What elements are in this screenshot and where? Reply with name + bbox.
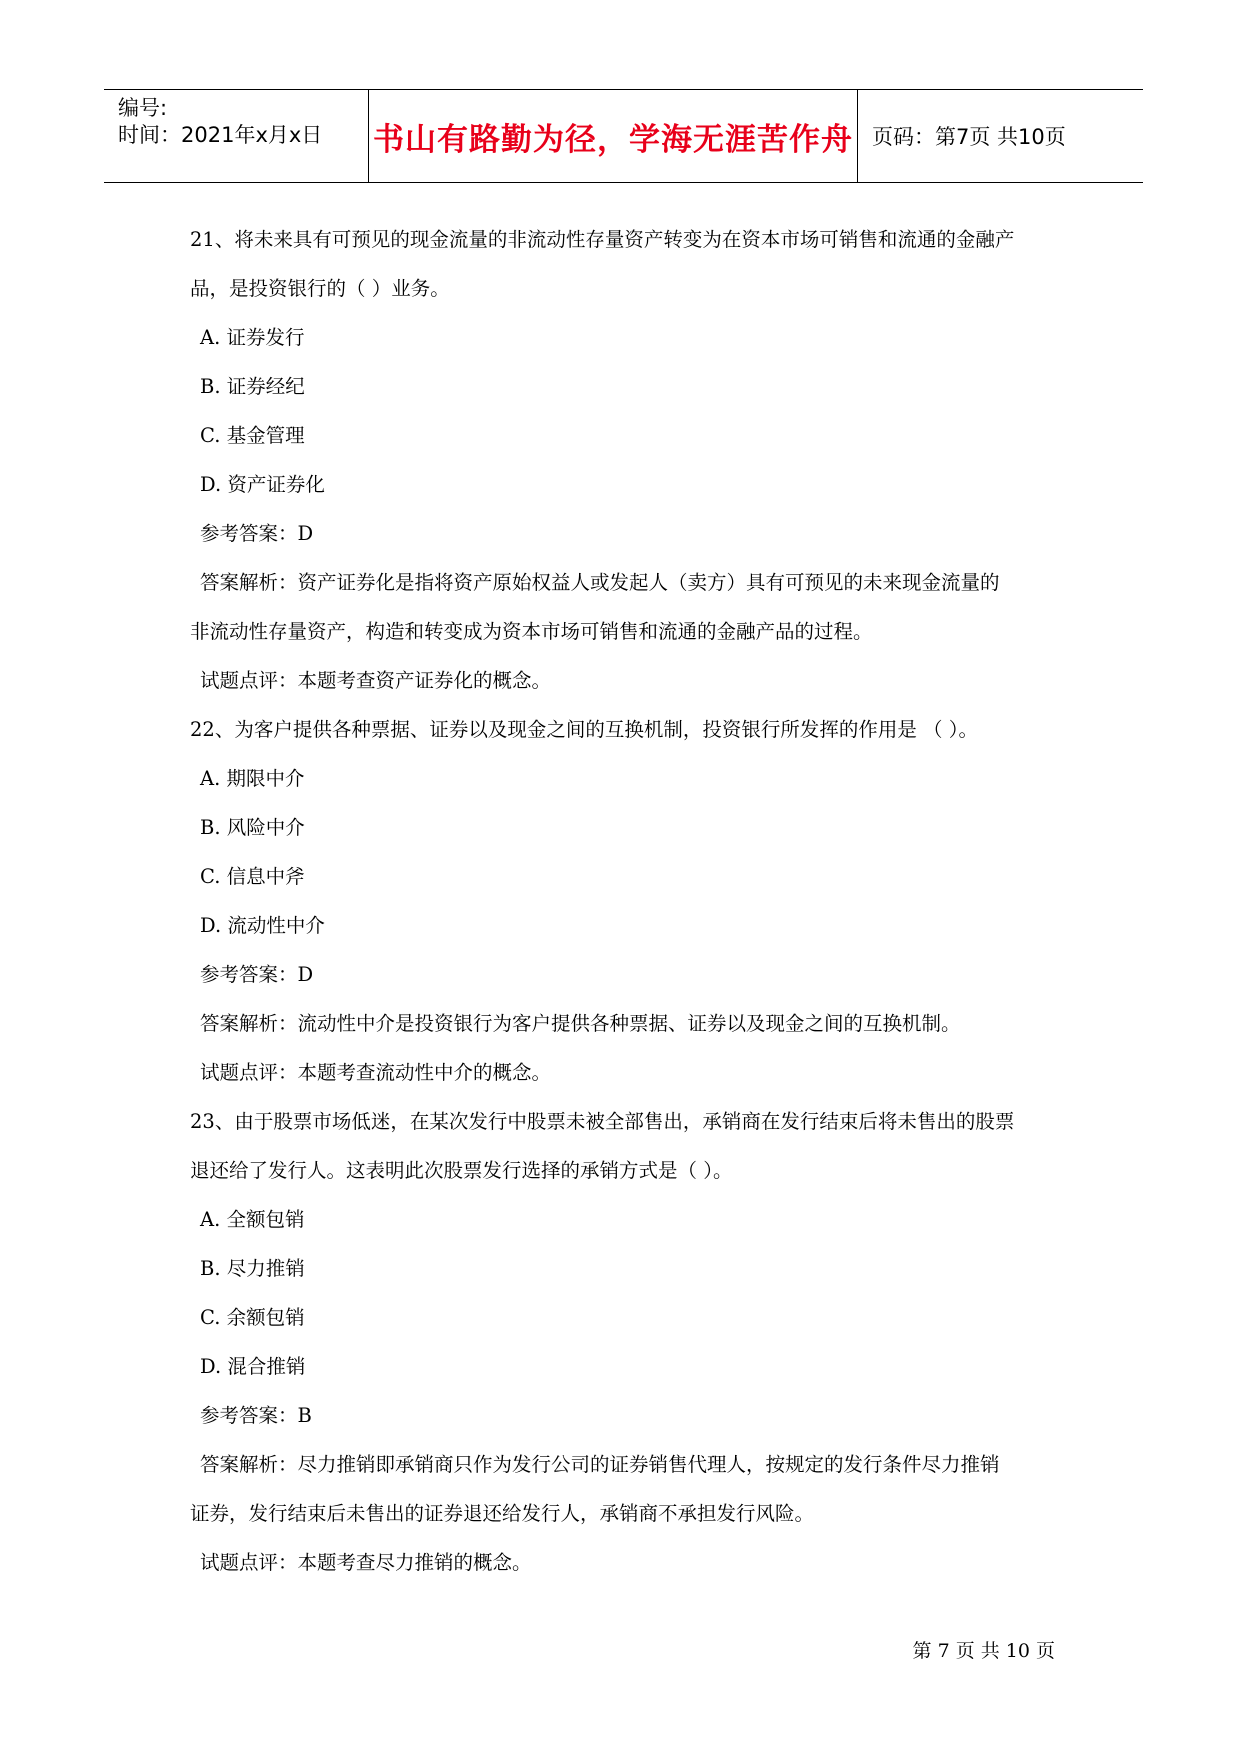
question-21-analysis-line-1: 答案解析：资产证券化是指将资产原始权益人或发起人（卖方）具有可预见的未来现金流量的	[200, 571, 1000, 594]
question-23-answer: 参考答案：B	[200, 1404, 312, 1427]
question-23-option-b: B. 尽力推销	[200, 1257, 305, 1280]
document-time-label: 时间：2021年x月x日	[118, 123, 323, 147]
header-meta-cell	[104, 90, 369, 182]
question-23-stem-line-2: 退还给了发行人。这表明此次股票发行选择的承销方式是（ ）。	[190, 1159, 733, 1182]
question-23-analysis-line-2: 证券，发行结束后未售出的证券退还给发行人，承销商不承担发行风险。	[190, 1502, 815, 1525]
question-21-answer: 参考答案：D	[200, 522, 314, 545]
question-21-stem-line-1: 21、将未来具有可预见的现金流量的非流动性存量资产转变为在资本市场可销售和流通的金融产	[190, 228, 1015, 251]
question-23-comment: 试题点评：本题考查尽力推销的概念。	[200, 1551, 532, 1574]
question-22-stem-line-1: 22、为客户提供各种票据、证券以及现金之间的互换机制，投资银行所发挥的作用是 （ ）。	[190, 718, 978, 741]
question-23-option-d: D. 混合推销	[200, 1355, 306, 1378]
question-21-option-b: B. 证券经纪	[200, 375, 305, 398]
question-23-analysis-line-1: 答案解析：尽力推销即承销商只作为发行公司的证券销售代理人，按规定的发行条件尽力推销	[200, 1453, 1000, 1476]
question-23-option-c: C. 余额包销	[200, 1306, 305, 1329]
question-23-stem-line-1: 23、由于股票市场低迷，在某次发行中股票未被全部售出，承销商在发行结束后将未售出的股票	[190, 1110, 1015, 1133]
header-motto: 书山有路勤为径，学海无涯苦作舟	[369, 90, 858, 182]
document-body	[190, 215, 1070, 1587]
question-21-option-c: C. 基金管理	[200, 424, 305, 447]
page-footer-number: 第 7 页 共 10 页	[912, 1640, 1055, 1662]
question-22-answer: 参考答案：D	[200, 963, 314, 986]
question-22-option-a: A. 期限中介	[200, 767, 305, 790]
question-21-option-a: A. 证券发行	[200, 326, 305, 349]
question-22-comment: 试题点评：本题考查流动性中介的概念。	[200, 1061, 552, 1084]
question-22-analysis-line-1: 答案解析：流动性中介是投资银行为客户提供各种票据、证券以及现金之间的互换机制。	[200, 1012, 961, 1035]
question-23-option-a: A. 全额包销	[200, 1208, 305, 1231]
document-number-label: 编号:	[118, 96, 168, 120]
page-header	[104, 89, 1143, 183]
question-22-option-c: C. 信息中斧	[200, 865, 305, 888]
question-22-option-d: D. 流动性中介	[200, 914, 325, 937]
question-22-option-b: B. 风险中介	[200, 816, 305, 839]
header-page-info: 页码：第7页 共10页	[872, 125, 1066, 149]
question-21-option-d: D. 资产证券化	[200, 473, 325, 496]
question-21-stem-line-2: 品，是投资银行的（ ）业务。	[190, 277, 450, 300]
question-21-comment: 试题点评：本题考查资产证券化的概念。	[200, 669, 552, 692]
question-21-analysis-line-2: 非流动性存量资产，构造和转变成为资本市场可销售和流通的金融产品的过程。	[190, 620, 873, 643]
